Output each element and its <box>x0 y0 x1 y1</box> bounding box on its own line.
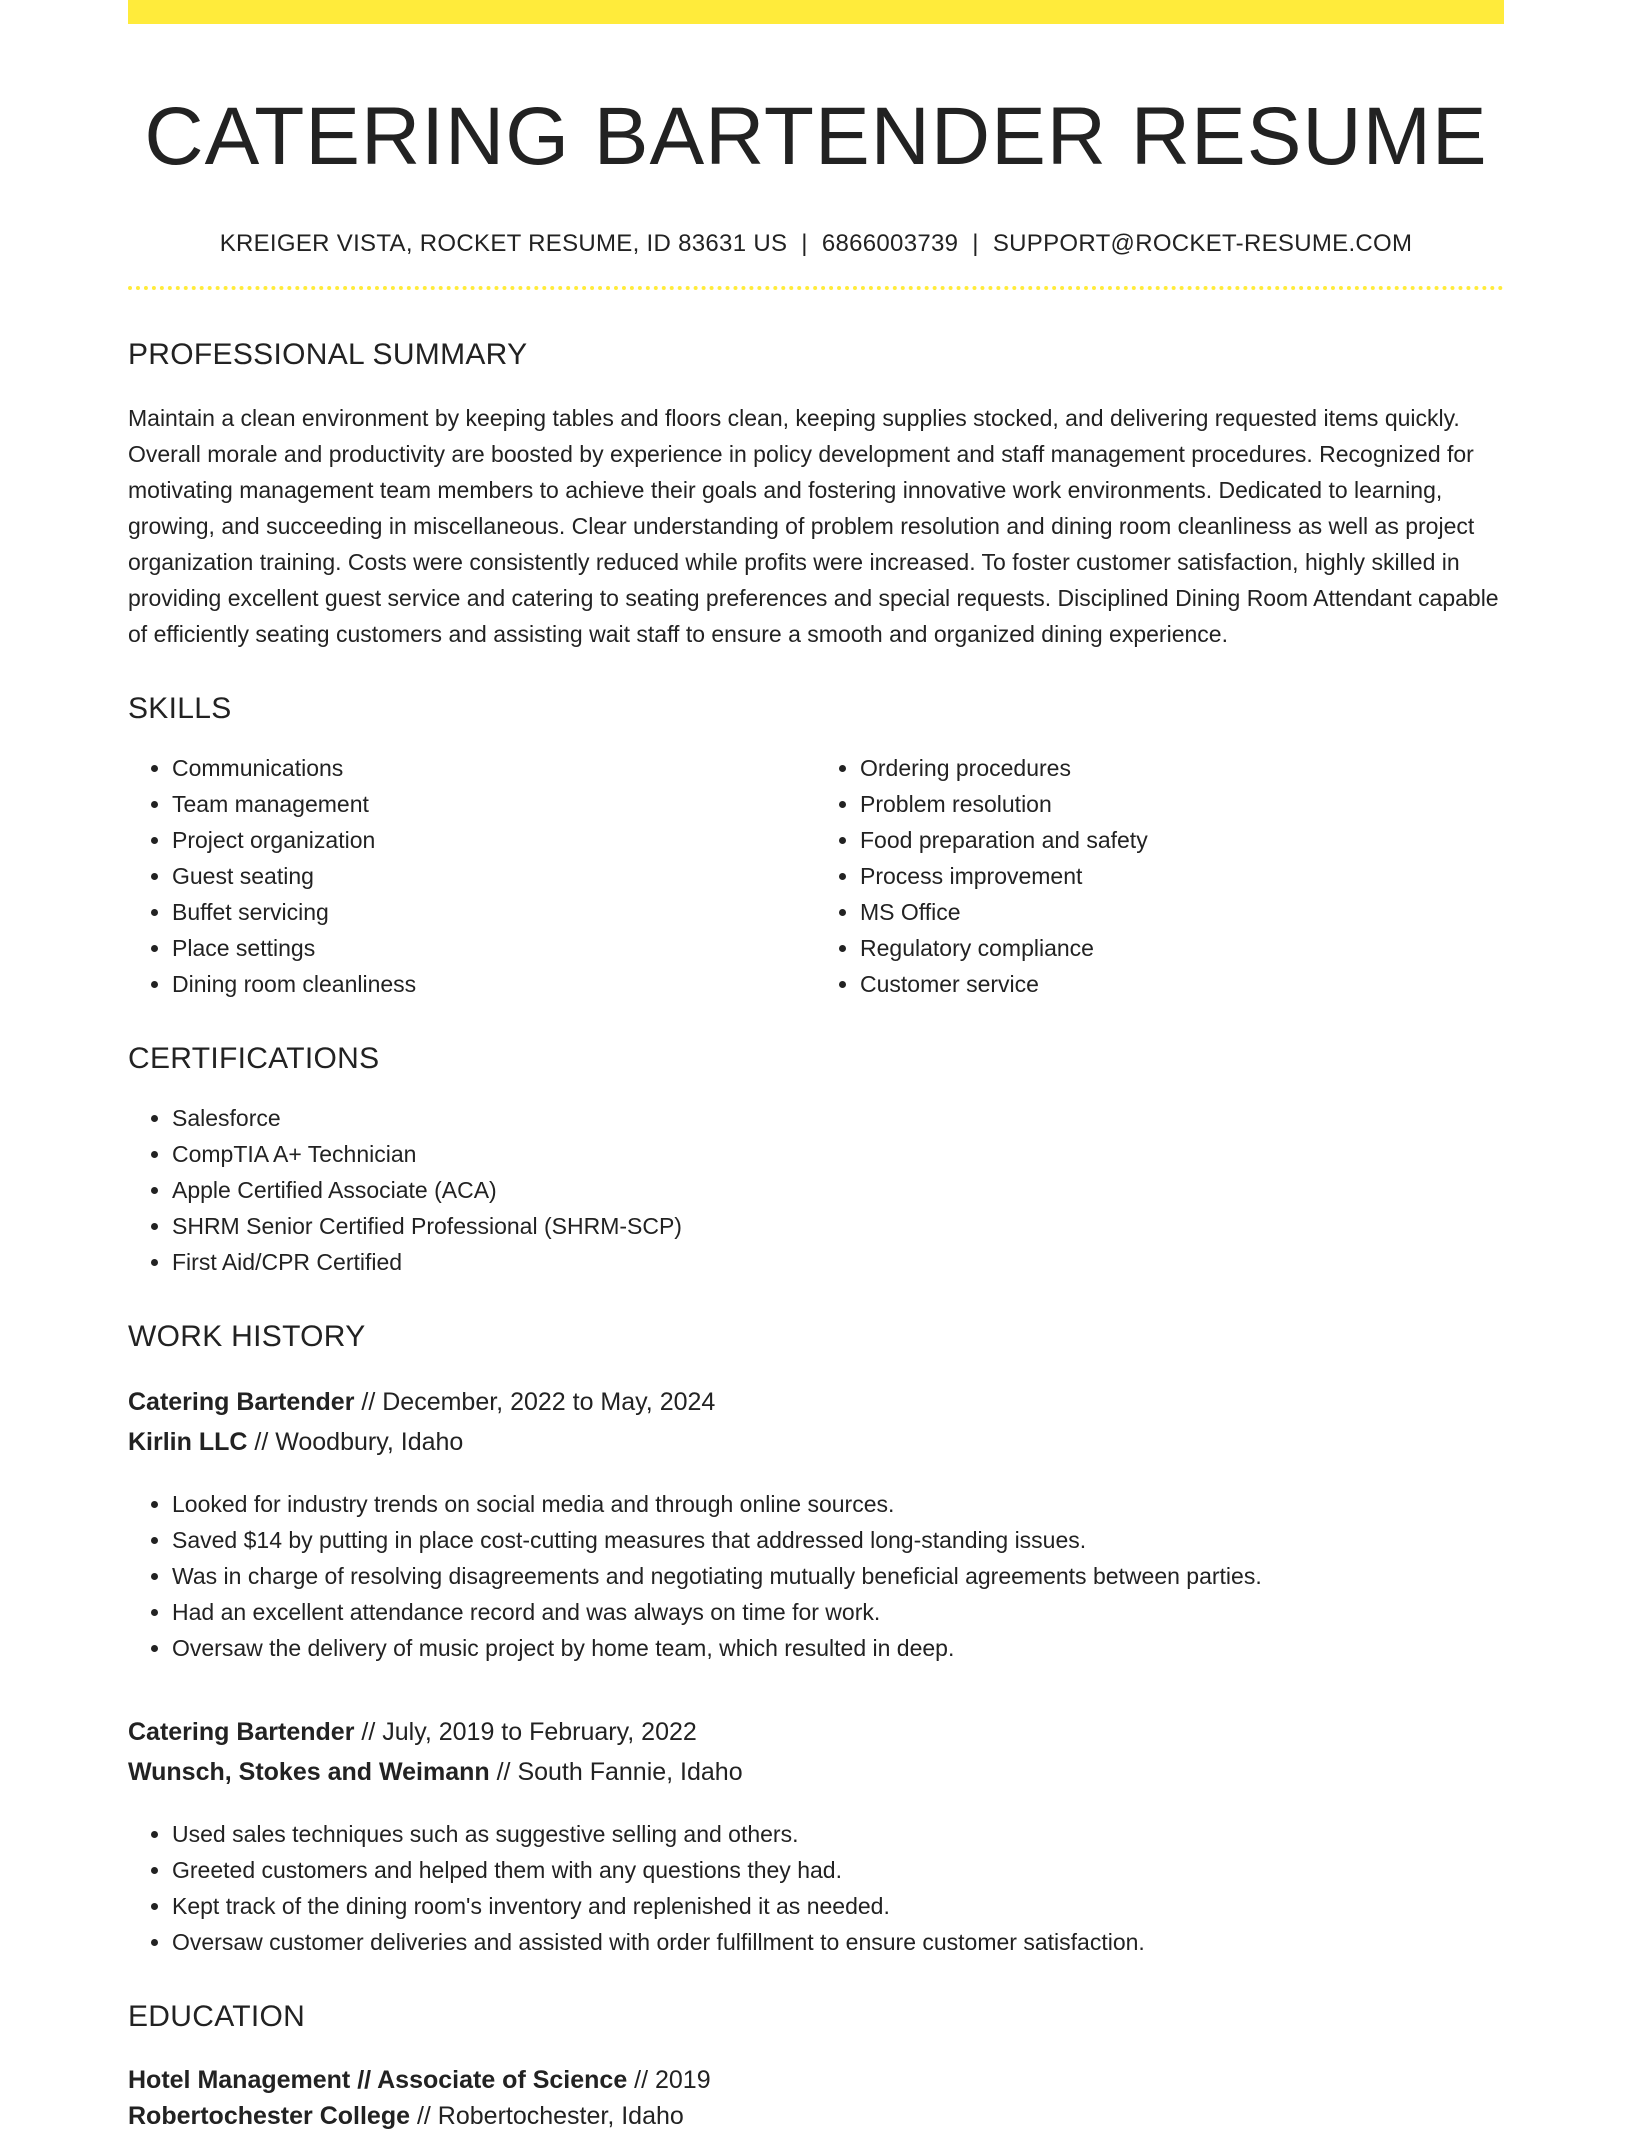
skill-item: • Project organization <box>172 822 816 858</box>
certification-item: • SHRM Senior Certified Professional (SHRM-SCP) <box>172 1208 1504 1244</box>
job-duties-list <box>128 1816 1504 1960</box>
section-title-certifications: CERTIFICATIONS <box>128 1042 380 1076</box>
contact-address: KREIGER VISTA, ROCKET RESUME, ID 83631 US <box>219 230 788 258</box>
skill-item: • Process improvement <box>860 858 1504 894</box>
skill-item: • Guest seating <box>172 858 816 894</box>
job-duty-item: • Was in charge of resolving disagreements and negotiating mutually beneficial agreements between parties. <box>172 1558 1504 1594</box>
job-company: Wunsch, Stokes and Weimann <box>128 1758 490 1787</box>
education-school-line <box>128 2098 1504 2134</box>
skill-item: • Buffet servicing <box>172 894 816 930</box>
skill-item: • Problem resolution <box>860 786 1504 822</box>
certification-item: • CompTIA A+ Technician <box>172 1136 1504 1172</box>
skill-item: • Team management <box>172 786 816 822</box>
job-duty-item: • Looked for industry trends on social media and through online sources. <box>172 1486 1504 1522</box>
job-company-line <box>128 1752 1504 1792</box>
contact-separator: | <box>972 230 979 258</box>
education-year: // 2019 <box>627 2066 711 2095</box>
resume-title: CATERING BARTENDER RESUME <box>144 91 1488 182</box>
job-duty-item: • Saved $14 by putting in place cost-cutting measures that addressed long-standing issues. <box>172 1522 1504 1558</box>
job-duty-item: • Oversaw the delivery of music project by home team, which resulted in deep. <box>172 1630 1504 1666</box>
job-duty-item: • Oversaw customer deliveries and assisted with order fulfillment to ensure customer satisfaction. <box>172 1924 1504 1960</box>
resume-page <box>128 0 1504 2134</box>
job-duty-item: • Used sales techniques such as suggestive selling and others. <box>172 1816 1504 1852</box>
education-location: // Robertochester, Idaho <box>410 2102 684 2131</box>
job-company: Kirlin LLC <box>128 1428 248 1457</box>
job-dates: // July, 2019 to February, 2022 <box>354 1718 697 1747</box>
certification-item: • First Aid/CPR Certified <box>172 1244 1504 1280</box>
job-header <box>128 1712 1504 1792</box>
job-header <box>128 1382 1504 1462</box>
job-dates: // December, 2022 to May, 2024 <box>354 1388 716 1417</box>
education-degree-line <box>128 2062 1504 2098</box>
education-degree: Hotel Management // Associate of Science <box>128 2066 628 2095</box>
skill-item: • Place settings <box>172 930 816 966</box>
education-entry <box>128 2062 1504 2134</box>
section-title-skills: SKILLS <box>128 692 232 726</box>
skills-list-left <box>128 750 816 1002</box>
job-duty-item: • Had an excellent attendance record and was always on time for work. <box>172 1594 1504 1630</box>
skill-item: • Regulatory compliance <box>860 930 1504 966</box>
job-duty-item: • Kept track of the dining room's inventory and replenished it as needed. <box>172 1888 1504 1924</box>
section-title-work-history: WORK HISTORY <box>128 1320 366 1354</box>
job-duty-item: • Greeted customers and helped them with any questions they had. <box>172 1852 1504 1888</box>
skill-item: • Communications <box>172 750 816 786</box>
contact-phone: 6866003739 <box>821 230 959 258</box>
skills-grid <box>128 750 1504 1002</box>
certification-item: • Apple Certified Associate (ACA) <box>172 1172 1504 1208</box>
contact-separator: | <box>801 230 808 258</box>
job-location: // Woodbury, Idaho <box>247 1428 464 1457</box>
top-accent-bar <box>128 0 1504 24</box>
section-title-education: EDUCATION <box>128 2000 306 2034</box>
skill-item: • Food preparation and safety <box>860 822 1504 858</box>
education-school: Robertochester College <box>128 2102 411 2131</box>
job-role-line <box>128 1382 1504 1422</box>
job-role-line <box>128 1712 1504 1752</box>
contact-email: SUPPORT@ROCKET-RESUME.COM <box>992 230 1413 258</box>
section-title-summary: PROFESSIONAL SUMMARY <box>128 338 528 372</box>
contact-line <box>128 230 1504 258</box>
job-role: Catering Bartender <box>128 1388 355 1417</box>
certification-item: • Salesforce <box>172 1100 1504 1136</box>
summary-text: Maintain a clean environment by keeping tables and floors clean, keeping supplies stocked, and delivering requested items quickly. Overall morale and productivity are boosted by experience in policy development and staff management procedures. Recognized for motivating management team members to achieve their goals and fostering innovative work environments. Dedicated to learning, growing, and succeeding in miscellaneous. Clear understanding of problem resolution and dining room cleanliness as well as project organization training. Costs were consistently reduced while profits were increased. To foster customer satisfaction, highly skilled in providing excellent guest service and catering to seating preferences and special requests. Disciplined Dining Room Attendant capable of efficiently seating customers and assisting wait staff to ensure a smooth and organized dining experience. <box>128 405 1499 648</box>
job-location: // South Fannie, Idaho <box>489 1758 743 1787</box>
job-duties-list <box>128 1486 1504 1666</box>
skill-item: • Ordering procedures <box>860 750 1504 786</box>
job-role: Catering Bartender <box>128 1718 355 1747</box>
job-company-line <box>128 1422 1504 1462</box>
skills-list-right <box>816 750 1504 1002</box>
skill-item: • Customer service <box>860 966 1504 1002</box>
certifications-list <box>128 1100 1504 1280</box>
skill-item: • MS Office <box>860 894 1504 930</box>
skill-item: • Dining room cleanliness <box>172 966 816 1002</box>
dotted-divider <box>128 286 1504 290</box>
